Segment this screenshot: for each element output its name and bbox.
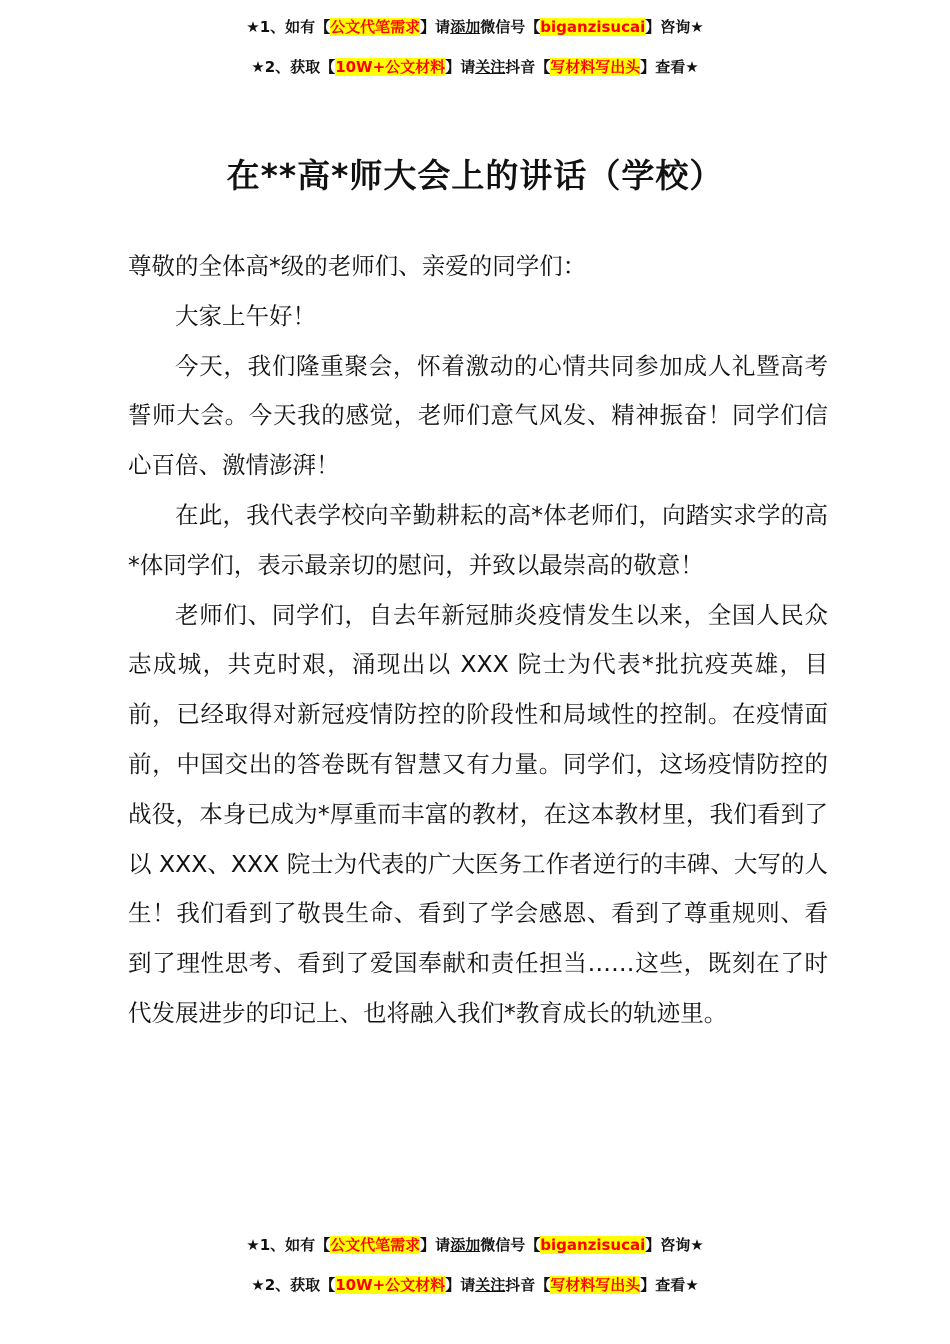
- banner-highlight: 10W+公文材料: [335, 1276, 446, 1294]
- banner-highlight: 公文代笔需求: [330, 1236, 421, 1254]
- document-body: [128, 242, 828, 1039]
- banner-underline: 添加: [450, 18, 481, 36]
- banner-highlight: 写材料写出头: [550, 58, 641, 76]
- footer-banner: [0, 1225, 950, 1305]
- banner-text: ★2、获取【: [251, 1276, 336, 1294]
- paragraph: 老师们、同学们，自去年新冠肺炎疫情发生以来，全国人民众志成城，共克时艰，涌现出以 XXX 院士为代表*批抗疫英雄，目前，已经取得对新冠疫情防控的阶段性和局域性的控制。在疫情面前，中国交出的答卷既有智慧又有力量。同学们，这场疫情防控的战役，本身已成为*厚重而丰富的教材，在这本教材里，我们看到了以 XXX、XXX 院士为代表的广大医务工作者逆行的丰碑、大写的人生！我们看到了敬畏生命、看到了学会感恩、看到了尊重规则、看到了理性思考、看到了爱国奉献和责任担当……这些，既刻在了时代发展进步的印记上、也将融入我们*教育成长的轨迹里。: [128, 600, 828, 1027]
- banner-text: ★1、如有【: [246, 18, 331, 36]
- banner-underline: 添加: [450, 1236, 481, 1254]
- banner-text: 】请: [445, 58, 476, 76]
- banner-text: 】查看★: [640, 58, 699, 76]
- banner-text: ★1、如有【: [246, 1236, 331, 1254]
- banner-text: 】查看★: [640, 1276, 699, 1294]
- paragraph: 大家上午好！: [175, 301, 316, 330]
- banner-underline: 关注: [475, 1276, 506, 1294]
- paragraph: 在此，我代表学校向辛勤耕耘的高*体老师们，向踏实求学的高*体同学们，表示最亲切的慰问，并致以最崇高的敬意！: [128, 500, 828, 579]
- banner-text: 抖音【: [505, 1276, 551, 1294]
- banner-highlight: 10W+公文材料: [335, 58, 446, 76]
- banner-text: 微信号【: [480, 18, 541, 36]
- banner-line-1: [0, 1225, 950, 1265]
- header-banner: [0, 7, 950, 87]
- banner-line-1: [0, 7, 950, 47]
- banner-text: 】请: [420, 18, 451, 36]
- banner-text: 】请: [445, 1276, 476, 1294]
- paragraph: 今天，我们隆重聚会，怀着激动的心情共同参加成人礼暨高考誓师大会。今天我的感觉，老师们意气风发、精神振奋！同学们信心百倍、激情澎湃！: [128, 351, 828, 480]
- banner-text: 】咨询★: [645, 1236, 704, 1254]
- banner-highlight: biganzisucai: [540, 1236, 646, 1254]
- banner-highlight: 公文代笔需求: [330, 18, 421, 36]
- banner-line-2: [0, 1265, 950, 1305]
- banner-text: 抖音【: [505, 58, 551, 76]
- banner-text: 微信号【: [480, 1236, 541, 1254]
- banner-underline: 关注: [475, 58, 506, 76]
- banner-text: 】请: [420, 1236, 451, 1254]
- banner-line-2: [0, 47, 950, 87]
- banner-highlight: 写材料写出头: [550, 1276, 641, 1294]
- banner-text: 】咨询★: [645, 18, 704, 36]
- document-title: 在**高*师大会上的讲话（学校）: [226, 156, 724, 195]
- banner-highlight: biganzisucai: [540, 18, 646, 36]
- salutation: 尊敬的全体高*级的老师们、亲爱的同学们：: [128, 252, 587, 280]
- banner-text: ★2、获取【: [251, 58, 336, 76]
